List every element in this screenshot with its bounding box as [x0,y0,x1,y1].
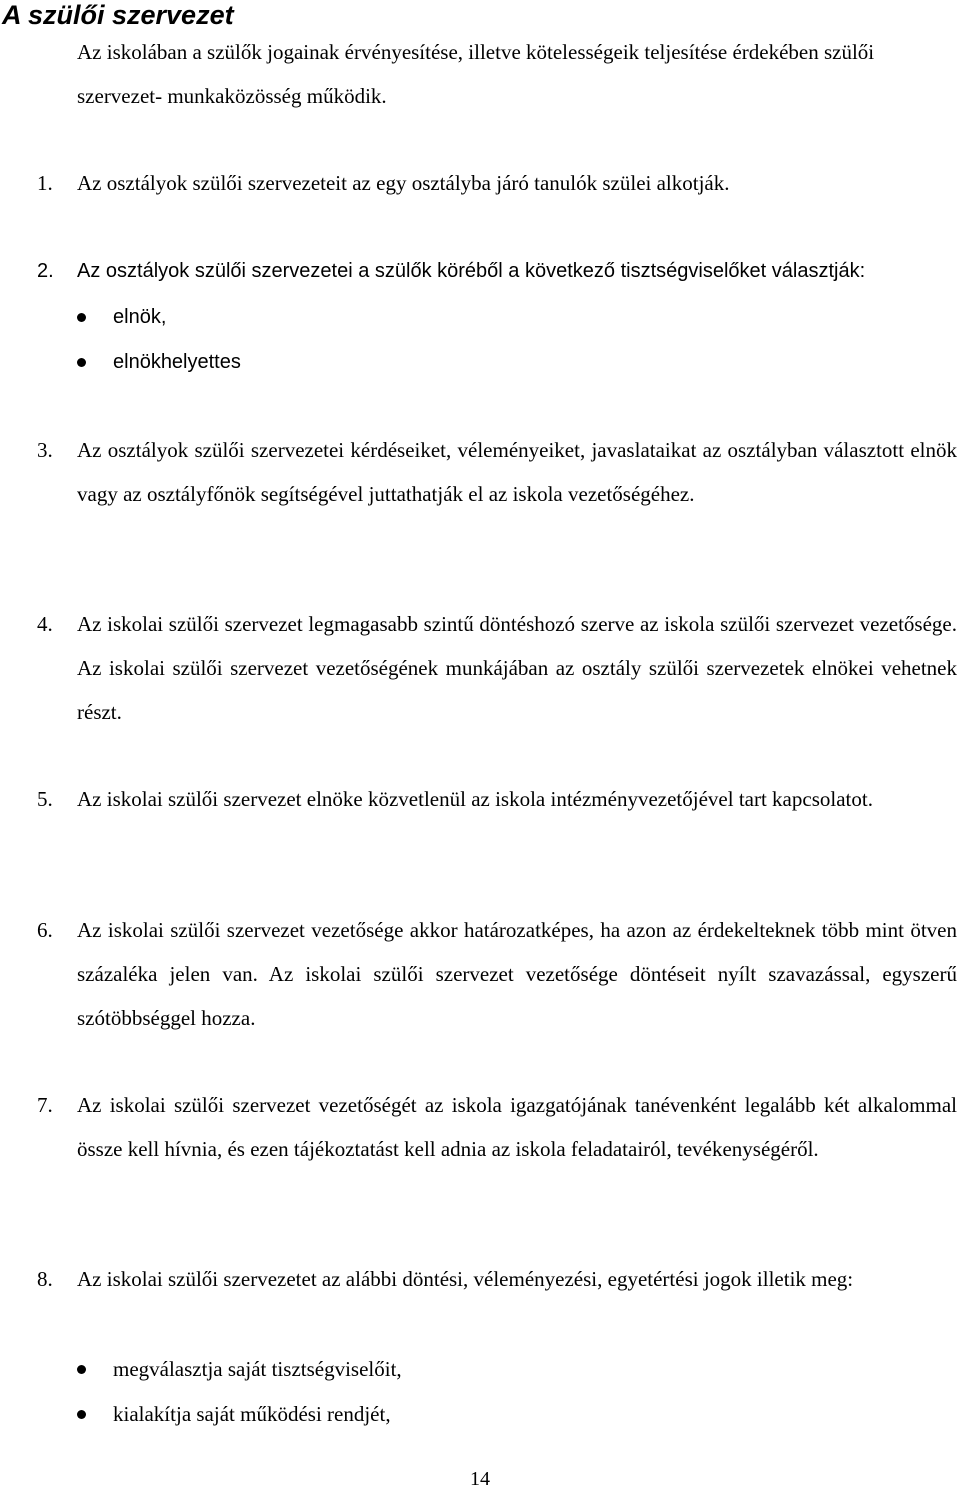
item-text: Az osztályok szülői szervezetei a szülők köréből a következő tisztségviselőket választják: [77,260,866,282]
list-item-3 [0,428,960,516]
item-number: 6. [37,918,53,942]
item-text: Az iskolai szülői szervezet vezetőségét az iskola igazgatójának tanévenként legalább két alkalommal össze kell hívnia, és ezen tájékoztatást kell adnia az iskola feladatairól, tevékenységéről. [77,1093,957,1161]
item-number: 7. [37,1093,53,1117]
list-item-6 [0,908,960,1040]
item-number: 4. [37,612,53,636]
list-item-4 [0,602,960,734]
bullet-icon [77,1410,86,1419]
item-text: Az osztályok szülői szervezeteit az egy osztályba járó tanulók szülei alkotják. [77,171,730,195]
item-number: 2. [37,260,54,282]
item-number: 8. [37,1267,53,1291]
item-text: Az osztályok szülői szervezetei kérdéseiket, véleményeiket, javaslataikat az osztályban választott elnök vagy az osztályfőnök segítségével juttathatják el az iskola vezetőségéhez. [77,438,957,506]
document-page: A szülői szervezet Az iskolában a szülők jogainak érvényesítése, illetve kötelességeik teljesítése érdekében szülői szervezet- munkaközösség működik. 1. Az osztályok szülői szervezeteit az egy osztályba járó tanulók szülei alkotják. 2. Az osztályok szülői szervezetei a szülők köréből a következő tisztségviselőket választják: elnök, elnökhelyettes 3. Az osztályok szülői szervezetei kérdéseiket, véleményeiket, javaslataikat az osztályban választott elnök vagy az osztályfőnök segítségével juttathatják el az iskola vezetőségéhez. 4. Az iskolai szülői szervezet legmagasabb szintű döntéshozó szerve az iskola szülői szervezet vezetősége. Az iskolai szülői szervezet vezetőségének munkájában az osztály szülői szervezetek elnökei vehetnek részt. 5. Az iskolai szülői szervezet elnöke közvetlenül az iskola intézményvezetőjével tart kapcsolatot. 6. Az iskolai szülői szervezet vezetősége akkor határozatképes, ha azon az érdekelteknek több mint ötven százaléka jelen van. Az iskolai szülői szervezet vezetősége döntéseit nyílt szavazással, egyszerű szótöbbséggel hozza. 7. Az iskolai szülői szervezet vezetőségét az iskola igazgatójának tanévenként legalább két alkalommal össze kell hívnia, és ezen tájékoztatást kell adnia az iskola feladatairól, tevékenységéről. 8. Az iskolai szülői szervezetet az alábbi döntési, véleményezési, egyetértési jogok illetik meg: megválasztja saját tisztségviselőit, kialakítja saját működési rendjét, 14 [0,0,960,1491]
list-item-7 [0,1083,960,1171]
item-number: 3. [37,438,53,462]
item-text: Az iskolai szülői szervezet legmagasabb szintű döntéshozó szerve az iskola szülői szervezet vezetősége. Az iskolai szülői szervezet vezetőségének munkájában az osztály szülői szervezetek elnökei vehetnek részt. [77,612,957,724]
bullet-icon [77,358,86,367]
list-item-8 [0,1257,960,1301]
section-heading: A szülői szervezet [2,0,234,30]
list-item-2 [0,249,960,293]
item-text: Az iskolai szülői szervezetet az alábbi döntési, véleményezési, egyetértési jogok illetik meg: [77,1267,854,1291]
bullet-icon [77,313,86,322]
item-number: 1. [37,171,53,195]
list-item-1 [0,161,960,205]
item-text: Az iskolai szülői szervezet elnöke közvetlenül az iskola intézményvezetőjével tart kapcsolatot. [77,787,873,811]
item-text: Az iskolai szülői szervezet vezetősége akkor határozatképes, ha azon az érdekelteknek több mint ötven százaléka jelen van. Az iskolai szülői szervezet vezetősége döntéseit nyílt szavazással, egyszerű szótöbbséggel hozza. [77,918,957,1030]
bullet-icon [77,1365,86,1374]
page-number: 14 [470,1468,490,1490]
list-item-5 [0,777,960,821]
item-number: 5. [37,787,53,811]
intro-paragraph: Az iskolában a szülők jogainak érvényesítése, illetve kötelességeik teljesítése érdekében szülői szervezet- munkaközösség működik. [77,40,875,108]
